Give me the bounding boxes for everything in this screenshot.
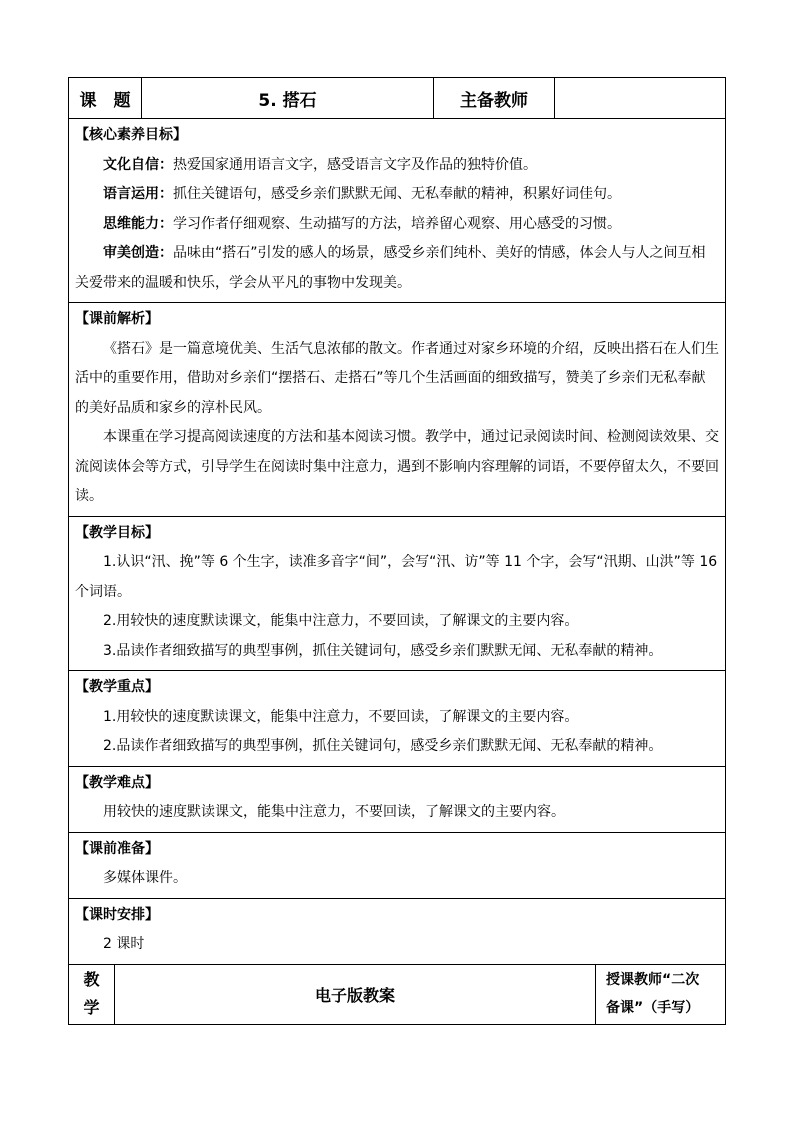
teacher-label: 主备教师 (434, 78, 555, 119)
lesson-plan-table (68, 77, 726, 965)
core-goal-label: 文化自信： (103, 156, 173, 173)
pre-analysis-section (69, 303, 726, 517)
core-goal-label: 思维能力： (103, 215, 173, 232)
teaching-goals-row (69, 516, 726, 671)
footer-teaching-label (69, 964, 115, 1024)
key-points-section (69, 671, 726, 767)
footer-second-prep-line1: 授课教师“二次 (606, 972, 700, 988)
pre-analysis-row (69, 303, 726, 517)
footer-teaching-char-1: 教 (83, 970, 100, 989)
teaching-goal-item: 3.品读作者细致描写的典型事例，抓住关键词句，感受乡亲们默默无闻、无私奉献的精神。 (103, 642, 663, 659)
key-point-item: 1.用较快的速度默读课文，能集中注意力，不要回读，了解课文的主要内容。 (103, 708, 579, 725)
core-goal-label: 语言运用： (103, 186, 173, 202)
key-point-item: 2.品读作者细致描写的典型事例，抓住关键词句，感受乡亲们默默无闻、无私奉献的精神。 (103, 738, 663, 754)
difficulties-row (69, 766, 726, 832)
teaching-goal-item: 1.认识“汛、挽”等 6 个生字，读准多音字“间”，会写“汛、访”等 11 个字，会写“汛期、山洪”等 16 个词语。 (75, 554, 718, 600)
preparation-title: 【课前准备】 (75, 840, 159, 857)
schedule-row (69, 898, 726, 964)
header-row (69, 78, 726, 119)
lesson-title: 5. 搭石 (142, 78, 434, 119)
teacher-value (555, 78, 726, 119)
topic-label: 课 题 (69, 78, 142, 119)
core-goal-label: 审美创造： (103, 245, 173, 261)
schedule-title: 【课时安排】 (75, 906, 159, 923)
preparation-section (69, 832, 726, 898)
difficulties-title: 【教学难点】 (75, 774, 159, 791)
key-points-row (69, 671, 726, 767)
preparation-item: 多媒体课件。 (103, 870, 187, 886)
footer-second-prep-line2: 备课”（手写） (606, 1000, 700, 1016)
core-goal-item (75, 151, 719, 181)
core-goal-item (75, 239, 719, 298)
core-goal-text: 学习作者仔细观察、生动描写的方法，培养留心观察、用心感受的习惯。 (173, 215, 621, 232)
teaching-goals-title: 【教学目标】 (75, 524, 159, 541)
footer-teaching-char-2: 学 (83, 998, 100, 1017)
core-goal-text: 热爱国家通用语言文字，感受语言文字及作品的独特价值。 (173, 156, 537, 173)
core-goal-text: 品味由“搭石”引发的感人的场景，感受乡亲们纯朴、美好的情感，体会人与人之间互相关爱带来的温暖和快乐，学会从平凡的事物中发现美。 (75, 245, 706, 291)
schedule-item: 2 课时 (103, 936, 145, 952)
pre-analysis-title: 【课前解析】 (75, 311, 159, 327)
footer-second-prep (596, 964, 726, 1024)
key-points-title: 【教学重点】 (75, 679, 159, 695)
difficulties-section (69, 766, 726, 832)
lesson-plan-page (68, 77, 725, 1025)
footer-row (69, 964, 726, 1024)
pre-analysis-paragraph: 本课重在学习提高阅读速度的方法和基本阅读习惯。教学中，通过记录阅读时间、检测阅读效果、交流阅读体会等方式，引导学生在阅读时集中注意力，遇到不影响内容理解的词语，不要停留太久，不要回读。 (75, 429, 719, 504)
teaching-goals-section (69, 516, 726, 671)
core-goal-text: 抓住关键语句，感受乡亲们默默无闻、无私奉献的精神，积累好词佳句。 (173, 186, 621, 202)
difficulty-item: 用较快的速度默读课文，能集中注意力，不要回读，了解课文的主要内容。 (103, 804, 565, 820)
pre-analysis-paragraph: 《搭石》是一篇意境优美、生活气息浓郁的散文。作者通过对家乡环境的介绍，反映出搭石在人们生活中的重要作用，借助对乡亲们“摆搭石、走搭石”等几个生活画面的细致描写，赞美了乡亲们无私奉献的美好品质和家乡的淳朴民风。 (75, 340, 719, 416)
core-goal-item (75, 180, 719, 210)
footer-table (68, 964, 726, 1025)
core-goals-section (69, 119, 726, 303)
core-goal-item (75, 210, 719, 240)
footer-electronic-plan: 电子版教案 (115, 964, 596, 1024)
schedule-section (69, 898, 726, 964)
core-goals-title: 【核心素养目标】 (75, 127, 187, 143)
teaching-goal-item: 2.用较快的速度默读课文，能集中注意力，不要回读，了解课文的主要内容。 (103, 613, 579, 629)
core-goals-row (69, 119, 726, 303)
preparation-row (69, 832, 726, 898)
